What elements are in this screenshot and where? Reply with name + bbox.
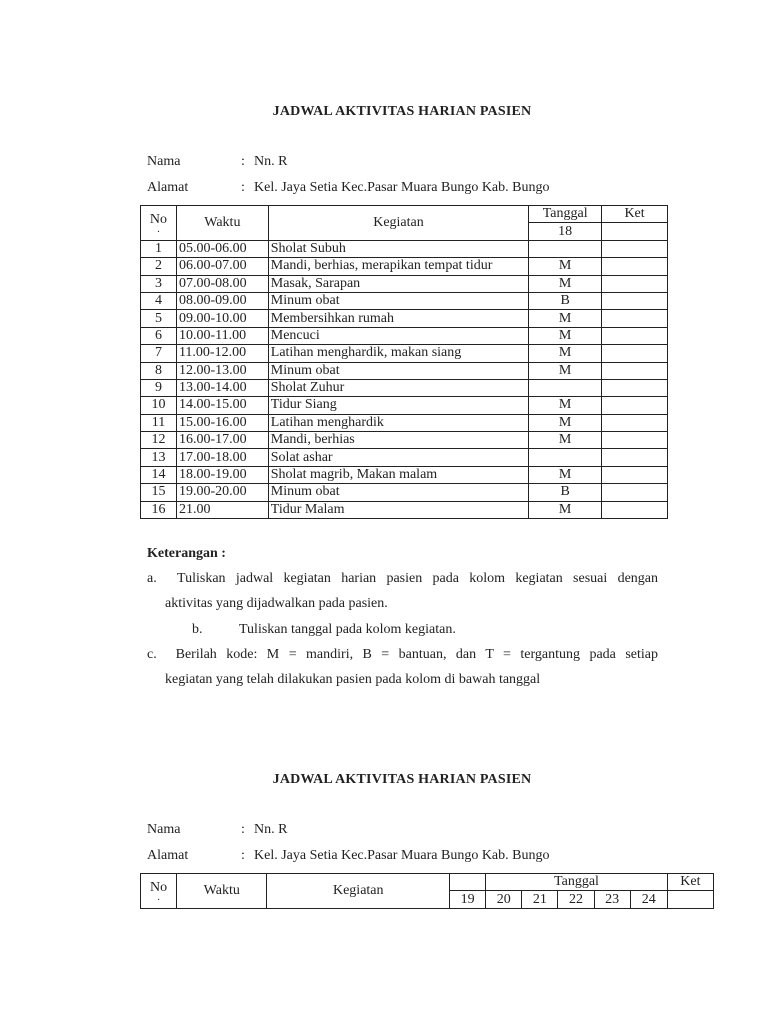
table-row: [141, 449, 668, 466]
header2-waktu: Waktu: [177, 874, 267, 909]
row-waktu: 13.00-14.00: [176, 379, 268, 396]
row-ket: [602, 345, 668, 362]
page-title: JADWAL AKTIVITAS HARIAN PASIEN: [272, 104, 532, 119]
row-waktu: 14.00-15.00: [176, 397, 268, 414]
row-tanggal-value: M: [529, 501, 602, 518]
row-ket: [602, 397, 668, 414]
row-tanggal-value: B: [529, 484, 602, 501]
header2-tanggal: Tanggal: [486, 874, 668, 891]
row-kegiatan: Tidur Siang: [268, 397, 528, 414]
header-no: No .: [141, 206, 177, 241]
row-kegiatan: Mandi, berhias: [268, 432, 528, 449]
header2-date-22: 22: [558, 891, 594, 908]
row-waktu: 09.00-10.00: [176, 310, 268, 327]
header2-no: No .: [141, 874, 177, 909]
row-waktu: 06.00-07.00: [176, 258, 268, 275]
row-ket: [602, 379, 668, 396]
row-kegiatan: Minum obat: [268, 484, 528, 501]
row-no: 5: [141, 310, 177, 327]
header-kegiatan: Kegiatan: [268, 206, 528, 241]
row-no: 4: [141, 292, 177, 309]
row-no: 8: [141, 362, 177, 379]
table-row: [141, 466, 668, 483]
row-no: 9: [141, 379, 177, 396]
row-no: 3: [141, 275, 177, 292]
alamat-label-2: Alamat: [147, 848, 189, 863]
row-tanggal-value: M: [529, 327, 602, 344]
row-ket: [602, 432, 668, 449]
header2-date-19: 19: [450, 891, 486, 908]
note-a-line1: a. Tuliskan jadwal kegiatan harian pasien pada kolom kegiatan sesuai dengan: [147, 571, 658, 586]
table-row: [141, 432, 668, 449]
row-kegiatan: Tidur Malam: [268, 501, 528, 518]
row-kegiatan: Sholat magrib, Makan malam: [268, 466, 528, 483]
row-ket: [602, 310, 668, 327]
row-ket: [602, 292, 668, 309]
row-tanggal-value: M: [529, 310, 602, 327]
row-waktu: 16.00-17.00: [176, 432, 268, 449]
note-a-line2: aktivitas yang dijadwalkan pada pasien.: [165, 596, 388, 611]
header2-ket: Ket: [667, 874, 713, 891]
row-waktu: 12.00-13.00: [176, 362, 268, 379]
header-tanggal: Tanggal: [529, 206, 602, 223]
row-no: 6: [141, 327, 177, 344]
nama-colon-2: :: [241, 822, 245, 837]
row-ket: [602, 414, 668, 431]
row-tanggal-value: B: [529, 292, 602, 309]
row-no: 14: [141, 466, 177, 483]
row-kegiatan: Latihan menghardik, makan siang: [268, 345, 528, 362]
row-kegiatan: Minum obat: [268, 362, 528, 379]
header-ket-empty: [602, 223, 668, 240]
nama-colon: :: [241, 154, 245, 169]
row-waktu: 05.00-06.00: [176, 240, 268, 257]
header-waktu: Waktu: [176, 206, 268, 241]
row-ket: [602, 466, 668, 483]
header-ket: Ket: [602, 206, 668, 223]
alamat-value: Kel. Jaya Setia Kec.Pasar Muara Bungo Kab. Bungo: [254, 180, 550, 195]
row-tanggal-value: M: [529, 414, 602, 431]
header2-date-20: 20: [486, 891, 522, 908]
row-waktu: 15.00-16.00: [176, 414, 268, 431]
table-row: [141, 327, 668, 344]
row-waktu: 11.00-12.00: [176, 345, 268, 362]
header2-kegiatan: Kegiatan: [267, 874, 450, 909]
row-tanggal-value: [529, 449, 602, 466]
header2-date-24: 24: [630, 891, 667, 908]
row-no: 7: [141, 345, 177, 362]
row-no: 1: [141, 240, 177, 257]
nama-value-2: Nn. R: [254, 822, 288, 837]
row-waktu: 08.00-09.00: [176, 292, 268, 309]
row-no: 13: [141, 449, 177, 466]
row-ket: [602, 501, 668, 518]
table-row: [141, 362, 668, 379]
row-tanggal-value: M: [529, 397, 602, 414]
table-row: [141, 397, 668, 414]
row-kegiatan: Sholat Subuh: [268, 240, 528, 257]
row-waktu: 10.00-11.00: [176, 327, 268, 344]
row-tanggal-value: [529, 379, 602, 396]
schedule-table-2: [140, 873, 714, 909]
row-tanggal-value: M: [529, 345, 602, 362]
table-row: [141, 240, 668, 257]
header2-date-21: 21: [522, 891, 558, 908]
row-waktu: 18.00-19.00: [176, 466, 268, 483]
row-no: 2: [141, 258, 177, 275]
row-tanggal-value: M: [529, 362, 602, 379]
table-row: [141, 414, 668, 431]
row-tanggal-value: M: [529, 258, 602, 275]
alamat-colon-2: :: [241, 848, 245, 863]
alamat-label: Alamat: [147, 180, 189, 195]
alamat-colon: :: [241, 180, 245, 195]
note-c-line2: kegiatan yang telah dilakukan pasien pada kolom di bawah tanggal: [165, 672, 541, 687]
page-title-2: JADWAL AKTIVITAS HARIAN PASIEN: [272, 772, 532, 787]
table-row: [141, 379, 668, 396]
row-ket: [602, 484, 668, 501]
note-b-text: Tuliskan tanggal pada kolom kegiatan.: [239, 622, 456, 637]
keterangan-heading: Keterangan :: [147, 546, 226, 561]
table-row: [141, 484, 668, 501]
row-ket: [602, 258, 668, 275]
nama-value: Nn. R: [254, 154, 288, 169]
header2-date-23: 23: [594, 891, 630, 908]
row-kegiatan: Sholat Zuhur: [268, 379, 528, 396]
row-ket: [602, 449, 668, 466]
row-ket: [602, 327, 668, 344]
row-tanggal-value: M: [529, 275, 602, 292]
row-waktu: 07.00-08.00: [176, 275, 268, 292]
row-ket: [602, 362, 668, 379]
table-row: [141, 310, 668, 327]
row-kegiatan: Mencuci: [268, 327, 528, 344]
table-row: [141, 345, 668, 362]
row-ket: [602, 240, 668, 257]
table-row: [141, 275, 668, 292]
schedule-rows: [141, 240, 668, 518]
row-waktu: 21.00: [176, 501, 268, 518]
row-kegiatan: Solat ashar: [268, 449, 528, 466]
nama-label: Nama: [147, 154, 181, 169]
table-row: [141, 501, 668, 518]
row-no: 15: [141, 484, 177, 501]
table-row: [141, 292, 668, 309]
row-kegiatan: Mandi, berhias, merapikan tempat tidur: [268, 258, 528, 275]
row-kegiatan: Membersihkan rumah: [268, 310, 528, 327]
row-no: 11: [141, 414, 177, 431]
note-c-line1: c. Berilah kode: M = mandiri, B = bantuan, dan T = tergantung pada setiap: [147, 647, 658, 662]
row-kegiatan: Latihan menghardik: [268, 414, 528, 431]
row-tanggal-value: M: [529, 432, 602, 449]
row-no: 10: [141, 397, 177, 414]
row-ket: [602, 275, 668, 292]
row-no: 16: [141, 501, 177, 518]
row-waktu: 19.00-20.00: [176, 484, 268, 501]
schedule-table: [140, 205, 668, 519]
header-date: 18: [529, 223, 602, 240]
table-row: [141, 258, 668, 275]
row-waktu: 17.00-18.00: [176, 449, 268, 466]
header2-ket-empty: [667, 891, 713, 908]
row-kegiatan: Minum obat: [268, 292, 528, 309]
note-b-marker: b.: [192, 622, 203, 637]
row-tanggal-value: M: [529, 466, 602, 483]
row-tanggal-value: [529, 240, 602, 257]
header2-tanggal-spacer: [450, 874, 486, 891]
alamat-value-2: Kel. Jaya Setia Kec.Pasar Muara Bungo Kab. Bungo: [254, 848, 550, 863]
row-no: 12: [141, 432, 177, 449]
row-kegiatan: Masak, Sarapan: [268, 275, 528, 292]
nama-label-2: Nama: [147, 822, 181, 837]
